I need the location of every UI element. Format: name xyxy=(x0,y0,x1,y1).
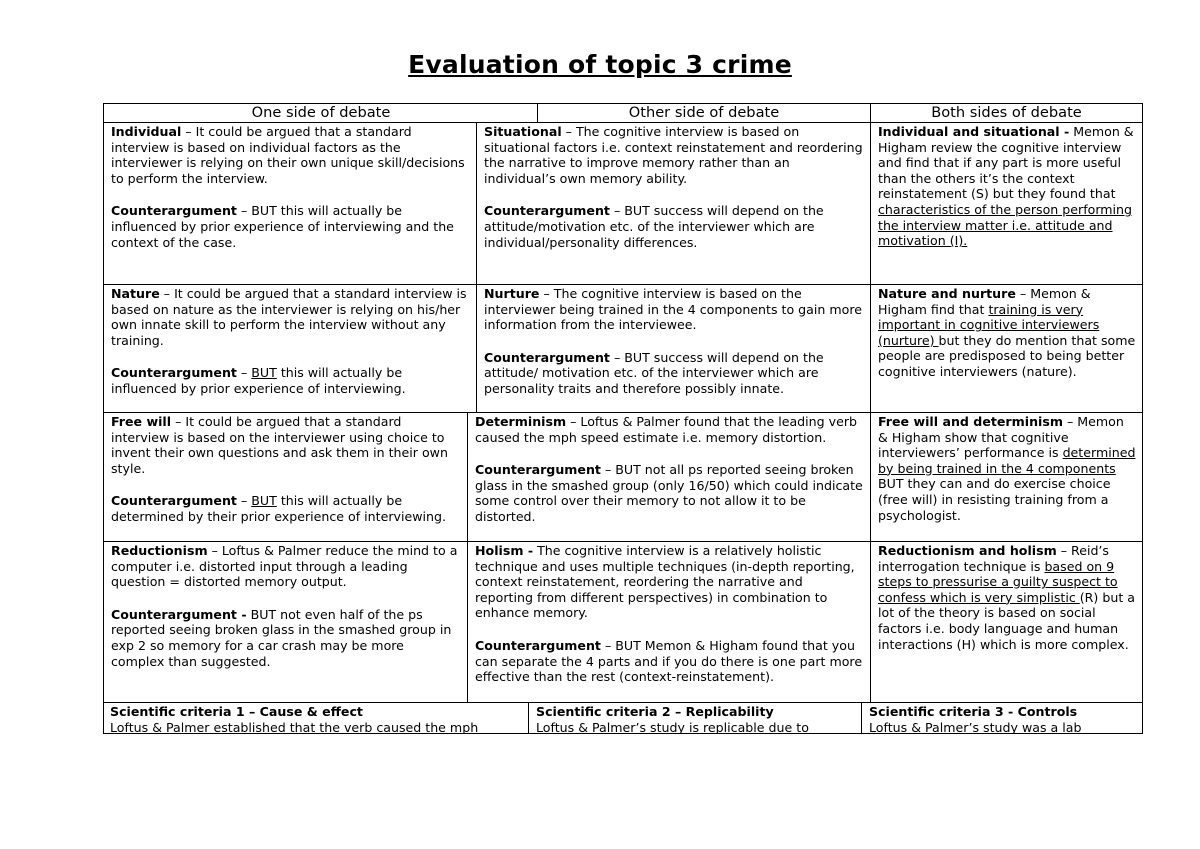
cell-heading: Scientific criteria 2 – Replicability xyxy=(536,704,774,719)
header-both-sides: Both sides of debate xyxy=(931,104,1082,121)
cell-text-tail: BUT they can and do exercise choice (free will) in resisting training from a psychologist. xyxy=(878,476,1111,523)
counterargument-heading: Counterargument xyxy=(484,203,610,219)
counterargument-text: – BUT Memon & Higham found that you can separate the 4 parts and if you do there is one part more effective than the rest (context-reinstatement). xyxy=(475,637,863,685)
counterargument-heading: Counterargument xyxy=(484,349,610,365)
cell-text: – Loftus & Palmer found that the leading verb caused the mph speed estimate i.e. memory distortion. xyxy=(475,414,858,445)
cell-determinism xyxy=(468,413,870,541)
counterargument-text: – BUT this will actually be influenced by prior experience of interviewing and the context of the case. xyxy=(111,203,454,250)
counterargument-text: this will actually be determined by their prior experience of interviewing. xyxy=(111,493,447,524)
cell-text: – It could be argued that a standard interview is based on individual factors as the interviewer is relying on their own unique skill/decisions to perform the interview. xyxy=(111,124,465,186)
cell-text: – The cognitive interview is based on the interviewer being trained in the 4 components to gain more information from the interviewee. xyxy=(484,286,862,333)
counterargument-heading: Counterargument xyxy=(111,365,237,381)
cell-heading: Reductionism and holism xyxy=(878,543,1057,558)
cell-reductionism xyxy=(104,542,467,702)
cell-text: – It could be argued that a standard interview is based on nature as the interviewer is relying on his/her own innate skill to perform the interview without any training. xyxy=(111,286,467,348)
cell-heading: Holism - xyxy=(475,543,534,558)
cell-individual-and-situational xyxy=(871,123,1142,284)
header-one-side: One side of debate xyxy=(251,104,391,121)
cell-individual xyxy=(104,123,476,284)
underlined-text: BUT xyxy=(251,365,277,381)
cell-scientific-criteria-3 xyxy=(862,703,1142,734)
counterargument-text: – BUT success will depend on the attitude/ motivation etc. of the interviewer which are personality traits and therefore possibly innate. xyxy=(484,349,824,396)
cell-holism xyxy=(468,542,870,702)
cell-text: Memon & Higham review the cognitive interview and find that if any part is more useful than the others it’s the context reinstatement (S) but they found that xyxy=(878,124,1134,202)
cell-text: Loftus & Palmer established that the verb caused the mph xyxy=(110,719,479,734)
cell-free-will xyxy=(104,413,467,541)
cell-text: Loftus & Palmer’s study is replicable due to xyxy=(536,719,809,734)
counterargument-text: – BUT success will depend on the attitude/motivation etc. of the interviewer which are individual/personality differences. xyxy=(484,203,824,250)
counterargument-heading: Counterargument xyxy=(475,637,601,653)
cell-heading: Free will xyxy=(111,414,172,429)
underlined-text: determined by being trained in the 4 components xyxy=(878,445,1136,476)
cell-text: – Reid’s interrogation technique is xyxy=(878,543,1109,574)
cell-text-tail: (R) but a lot of the theory is based on social factors i.e. body language and human interactions (H) which is more complex. xyxy=(878,589,1135,652)
underlined-text: training is very important in cognitive interviewers (nurture) xyxy=(878,301,1100,348)
cell-heading: Nature xyxy=(111,286,160,301)
counterargument-text: – BUT not all ps reported seeing broken glass in the smashed group (only 16/50) which could indicate some control over their memory to not allow it to be distorted. xyxy=(475,462,863,524)
cell-nature xyxy=(104,285,476,412)
counterargument-heading: Counterargument xyxy=(475,462,601,478)
header-other-side: Other side of debate xyxy=(628,104,780,121)
cell-heading: Nurture xyxy=(484,286,540,301)
underlined-text: BUT xyxy=(251,493,277,509)
cell-heading: Nature and nurture xyxy=(878,286,1016,301)
evaluation-table xyxy=(103,103,1143,734)
underlined-text: characteristics of the person performing the interview matter i.e. attitude and motivation (I). xyxy=(878,201,1133,249)
counterargument-prefix: – xyxy=(236,365,252,381)
counterargument-text: BUT not even half of the ps reported seeing broken glass in the smashed group in exp 2 so memory for a car crash may be more complex than suggested. xyxy=(111,606,452,669)
cell-text: – It could be argued that a standard interview is based on the interviewer using choice to invent their own questions and ask them in their own style. xyxy=(111,414,448,476)
cell-text: – Memon & Higham find that xyxy=(878,286,1091,317)
counterargument-prefix: – xyxy=(236,493,252,509)
cell-text: The cognitive interview is a relatively holistic technique and uses multiple techniques (in-depth reporting, context reinstatement, reordering the narrative and reporting from different perspectives) in combination to enhance memory. xyxy=(475,543,855,621)
cell-text-tail: but they do mention that some people are predisposed to being better cognitive interviewers (nature). xyxy=(878,332,1136,379)
cell-heading: Situational xyxy=(484,124,562,139)
cell-heading: Individual xyxy=(111,124,182,139)
cell-heading: Determinism xyxy=(475,414,567,429)
cell-situational xyxy=(477,123,870,284)
cell-heading: Individual and situational - xyxy=(878,124,1070,139)
cell-heading: Scientific criteria 1 – Cause & effect xyxy=(110,704,363,719)
cell-text: Loftus & Palmer’s study was a lab xyxy=(869,719,1082,734)
counterargument-heading: Counterargument xyxy=(111,203,237,219)
document-title: Evaluation of topic 3 crime xyxy=(408,50,792,79)
cell-text: – Memon & Higham show that cognitive interviewers’ performance is xyxy=(878,414,1124,461)
cell-scientific-criteria-2 xyxy=(529,703,861,734)
underlined-text: based on 9 steps to pressurise a guilty suspect to confess which is very simplistic xyxy=(878,558,1118,605)
counterargument-heading: Counterargument - xyxy=(111,606,247,622)
cell-free-will-and-determinism xyxy=(871,413,1142,541)
cell-heading: Free will and determinism xyxy=(878,414,1063,429)
cell-heading: Scientific criteria 3 - Controls xyxy=(869,704,1078,719)
cell-scientific-criteria-1 xyxy=(104,703,528,734)
cell-nature-and-nurture xyxy=(871,285,1142,412)
cell-text: – Loftus & Palmer reduce the mind to a computer i.e. distorted input through a leading question = distorted memory output. xyxy=(111,543,458,590)
cell-heading: Reductionism xyxy=(111,543,208,558)
counterargument-heading: Counterargument xyxy=(111,493,237,509)
cell-text: – The cognitive interview is based on situational factors i.e. context reinstatement and reordering the narrative to improve memory rather than an individual’s own memory ability. xyxy=(484,124,863,186)
counterargument-text: this will actually be influenced by prior experience of interviewing. xyxy=(111,365,406,396)
cell-nurture xyxy=(477,285,870,412)
cell-reductionism-and-holism xyxy=(871,542,1142,702)
